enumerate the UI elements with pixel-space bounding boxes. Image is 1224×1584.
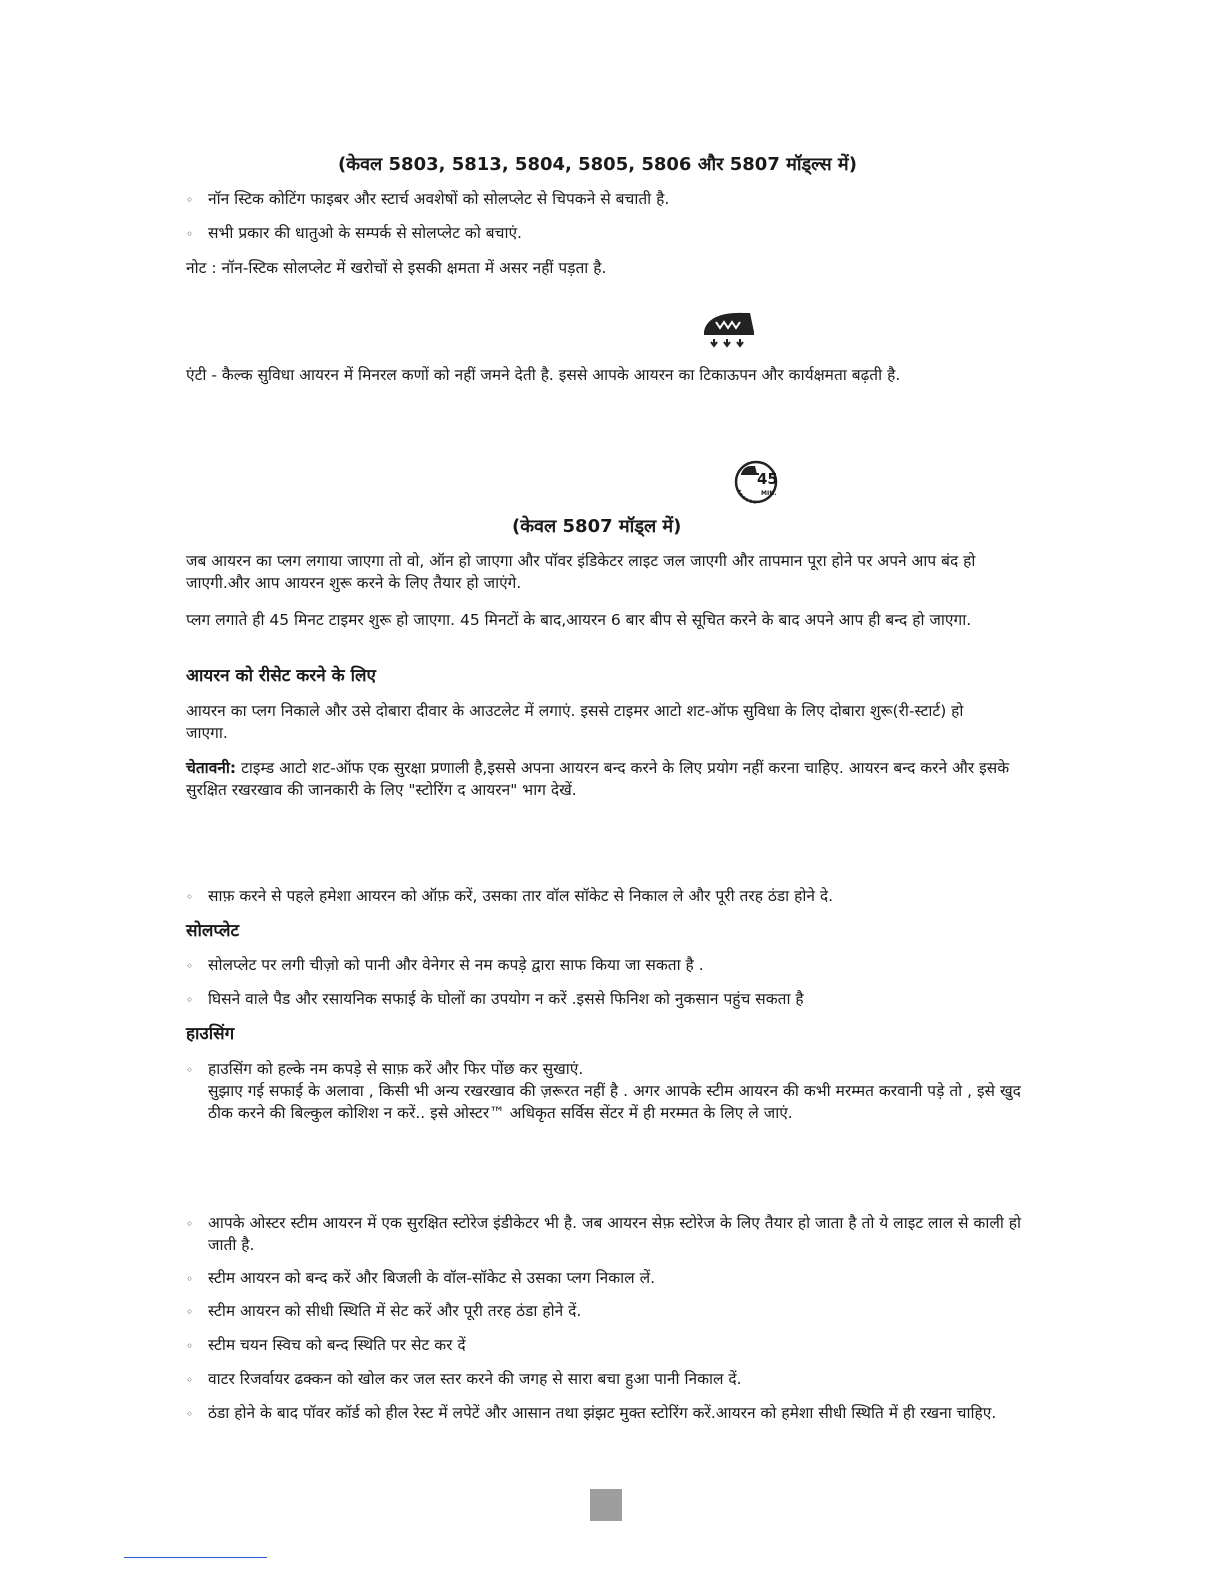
bullet-dot: ◦ (186, 1305, 194, 1319)
bullet-dot: ◦ (186, 1407, 194, 1421)
storing-bullet-5: वाटर रिजर्वायर ढक्कन को खोल कर जल स्तर करने की जगह से सारा बचा हुआ पानी निकाल दें. (208, 1370, 742, 1388)
bullet-dot: ◦ (186, 959, 194, 973)
reset-heading: आयरन को रीसेट करने के लिए (186, 666, 376, 686)
footer-rule (124, 1557, 267, 1558)
reset-paragraph: आयरन का प्लग निकाले और उसे दोबारा दीवार के आउटलेट में लगाएं. इससे टाइमर आटो शट-ऑफ सुविधा के लिए दोबारा शुरू(री-स्टार्ट) हो जाएगा. (186, 702, 964, 742)
bullet-dot: ◦ (186, 1272, 194, 1286)
warning-paragraph (186, 757, 1031, 801)
storing-bullet-3: स्टीम आयरन को सीधी स्थिति में सेट करें और पूरी तरह ठंडा होने दें. (208, 1302, 582, 1320)
nonstick-note: नोट : नॉन-स्टिक सोलप्लेट में खरोचों से इसकी क्षमता में असर नहीं पड़ता है. (186, 259, 607, 277)
storing-bullet-1: आपके ओस्टर स्टीम आयरन में एक सुरक्षित स्टोरेज इंडीकेटर भी है. जब आयरन सेफ़ स्टोरेज के लिए तैयार हो जाता है तो ये लाइट लाल से काली हो जाती है. (208, 1214, 1022, 1254)
bullet-dot: ◦ (186, 227, 194, 241)
warning-text: टाइम्ड आटो शट-ऑफ एक सुरक्षा प्रणाली है,इससे अपना आयरन बन्द करने के लिए प्रयोग नहीं करना चाहिए. आयरन बन्द करने और इसके सुरक्षित रखरखाव की जानकारी के लिए "स्टोरिंग द आयरन" भाग देखें. (186, 759, 1010, 799)
cleaning-bullet-1: साफ़ करने से पहले हमेशा आयरन को ऑफ़ करें, उसका तार वॉल सॉकेट से निकाल ले और पूरी तरह ठंडा होने दे. (208, 887, 834, 905)
timer-heading: (केवल 5807 मॉड्ल में) (512, 516, 682, 537)
timer-icon-unit: MIN. (761, 490, 777, 497)
housing-paragraph: सुझाए गई सफाई के अलावा , किसी भी अन्य रखरखाव की ज़रूरत नहीं है . अगर आपके स्टीम आयरन की कभी मरम्मत करवानी पड़े तो , इसे खुद ठीक करने की बिल्कुल कोशिश न करें.. इसे ओस्टर™ अधिकृत सर्विस सेंटर में ही मरम्मत के लिए ले जाएं. (208, 1082, 1021, 1122)
nonstick-bullet-2: सभी प्रकार की धातुओ के सम्पर्क से सोलप्लेट को बचाएं. (208, 224, 522, 242)
timer-paragraph-1: जब आयरन का प्लग लगाया जाएगा तो वो, ऑन हो जाएगा और पॉवर इंडिकेटर लाइट जल जाएगी और तापमान पूरा होने पर अपने आप बंद हो जाएगी.और आप आयरन शुरू करने के लिए तैयार हो जाएंगे. (186, 552, 976, 592)
bullet-dot: ◦ (186, 1339, 194, 1353)
storing-bullet-2: स्टीम आयरन को बन्द करें और बिजली के वॉल-सॉकेट से उसका प्लग निकाल लें. (208, 1269, 656, 1287)
housing-heading: हाउसिंग (186, 1024, 235, 1044)
storing-bullet-6: ठंडा होने के बाद पॉवर कॉर्ड को हील रेस्ट में लपेटें और आसान तथा झंझट मुक्त स्टोरिंग करें.आयरन को हमेशा सीधी स्थिति में ही रखना चाहिए. (208, 1404, 997, 1422)
bullet-dot: ◦ (186, 1217, 194, 1231)
bullet-dot: ◦ (186, 1063, 194, 1077)
soleplate-heading: सोलप्लेट (186, 921, 240, 941)
anticalc-text: एंटी - कैल्क सुविधा आयरन में मिनरल कणों को नहीं जमने देती है. इससे आपके आयरन का टिकाऊपन और कार्यक्षमता बढ़ती है. (186, 366, 901, 384)
housing-bullet-1: हाउसिंग को हल्के नम कपड़े से साफ़ करें और फिर पोंछ कर सुखाएं. (208, 1060, 584, 1078)
nonstick-heading: (केवल 5803, 5813, 5804, 5805, 5806 और 5807 मॉड्ल्स में) (338, 154, 857, 175)
timer-paragraph-2: प्लग लगाते ही 45 मिनट टाइमर शुरू हो जाएगा. 45 मिनटों के बाद,आयरन 6 बार बीप से सूचित करने के बाद अपने आप ही बन्द हो जाएगा. (186, 611, 972, 629)
page-number-box (590, 1489, 622, 1521)
soleplate-bullet-2: घिसने वाले पैड और रसायनिक सफाई के घोलों का उपयोग न करें .इससे फिनिश को नुकसान पहुंच सकता है (208, 990, 804, 1008)
bullet-dot: ◦ (186, 993, 194, 1007)
anti-calc-icon (700, 308, 756, 350)
timer-icon-number: 45 (757, 470, 778, 488)
bullet-dot: ◦ (186, 193, 194, 207)
storing-bullet-4: स्टीम चयन स्विच को बन्द स्थिति पर सेट कर दें (208, 1336, 466, 1354)
warning-label: चेतावनी: (186, 759, 237, 777)
soleplate-bullet-1: सोलप्लेट पर लगी चीज़ो को पानी और वेनेगर से नम कपड़े द्वारा साफ किया जा सकता है . (208, 956, 704, 974)
timer-45-icon (733, 460, 785, 504)
nonstick-bullet-1: नॉन स्टिक कोटिंग फाइबर और स्टार्च अवशेषों को सोलप्लेट से चिपकने से बचाती है. (208, 190, 670, 208)
bullet-dot: ◦ (186, 1373, 194, 1387)
bullet-dot: ◦ (186, 890, 194, 904)
